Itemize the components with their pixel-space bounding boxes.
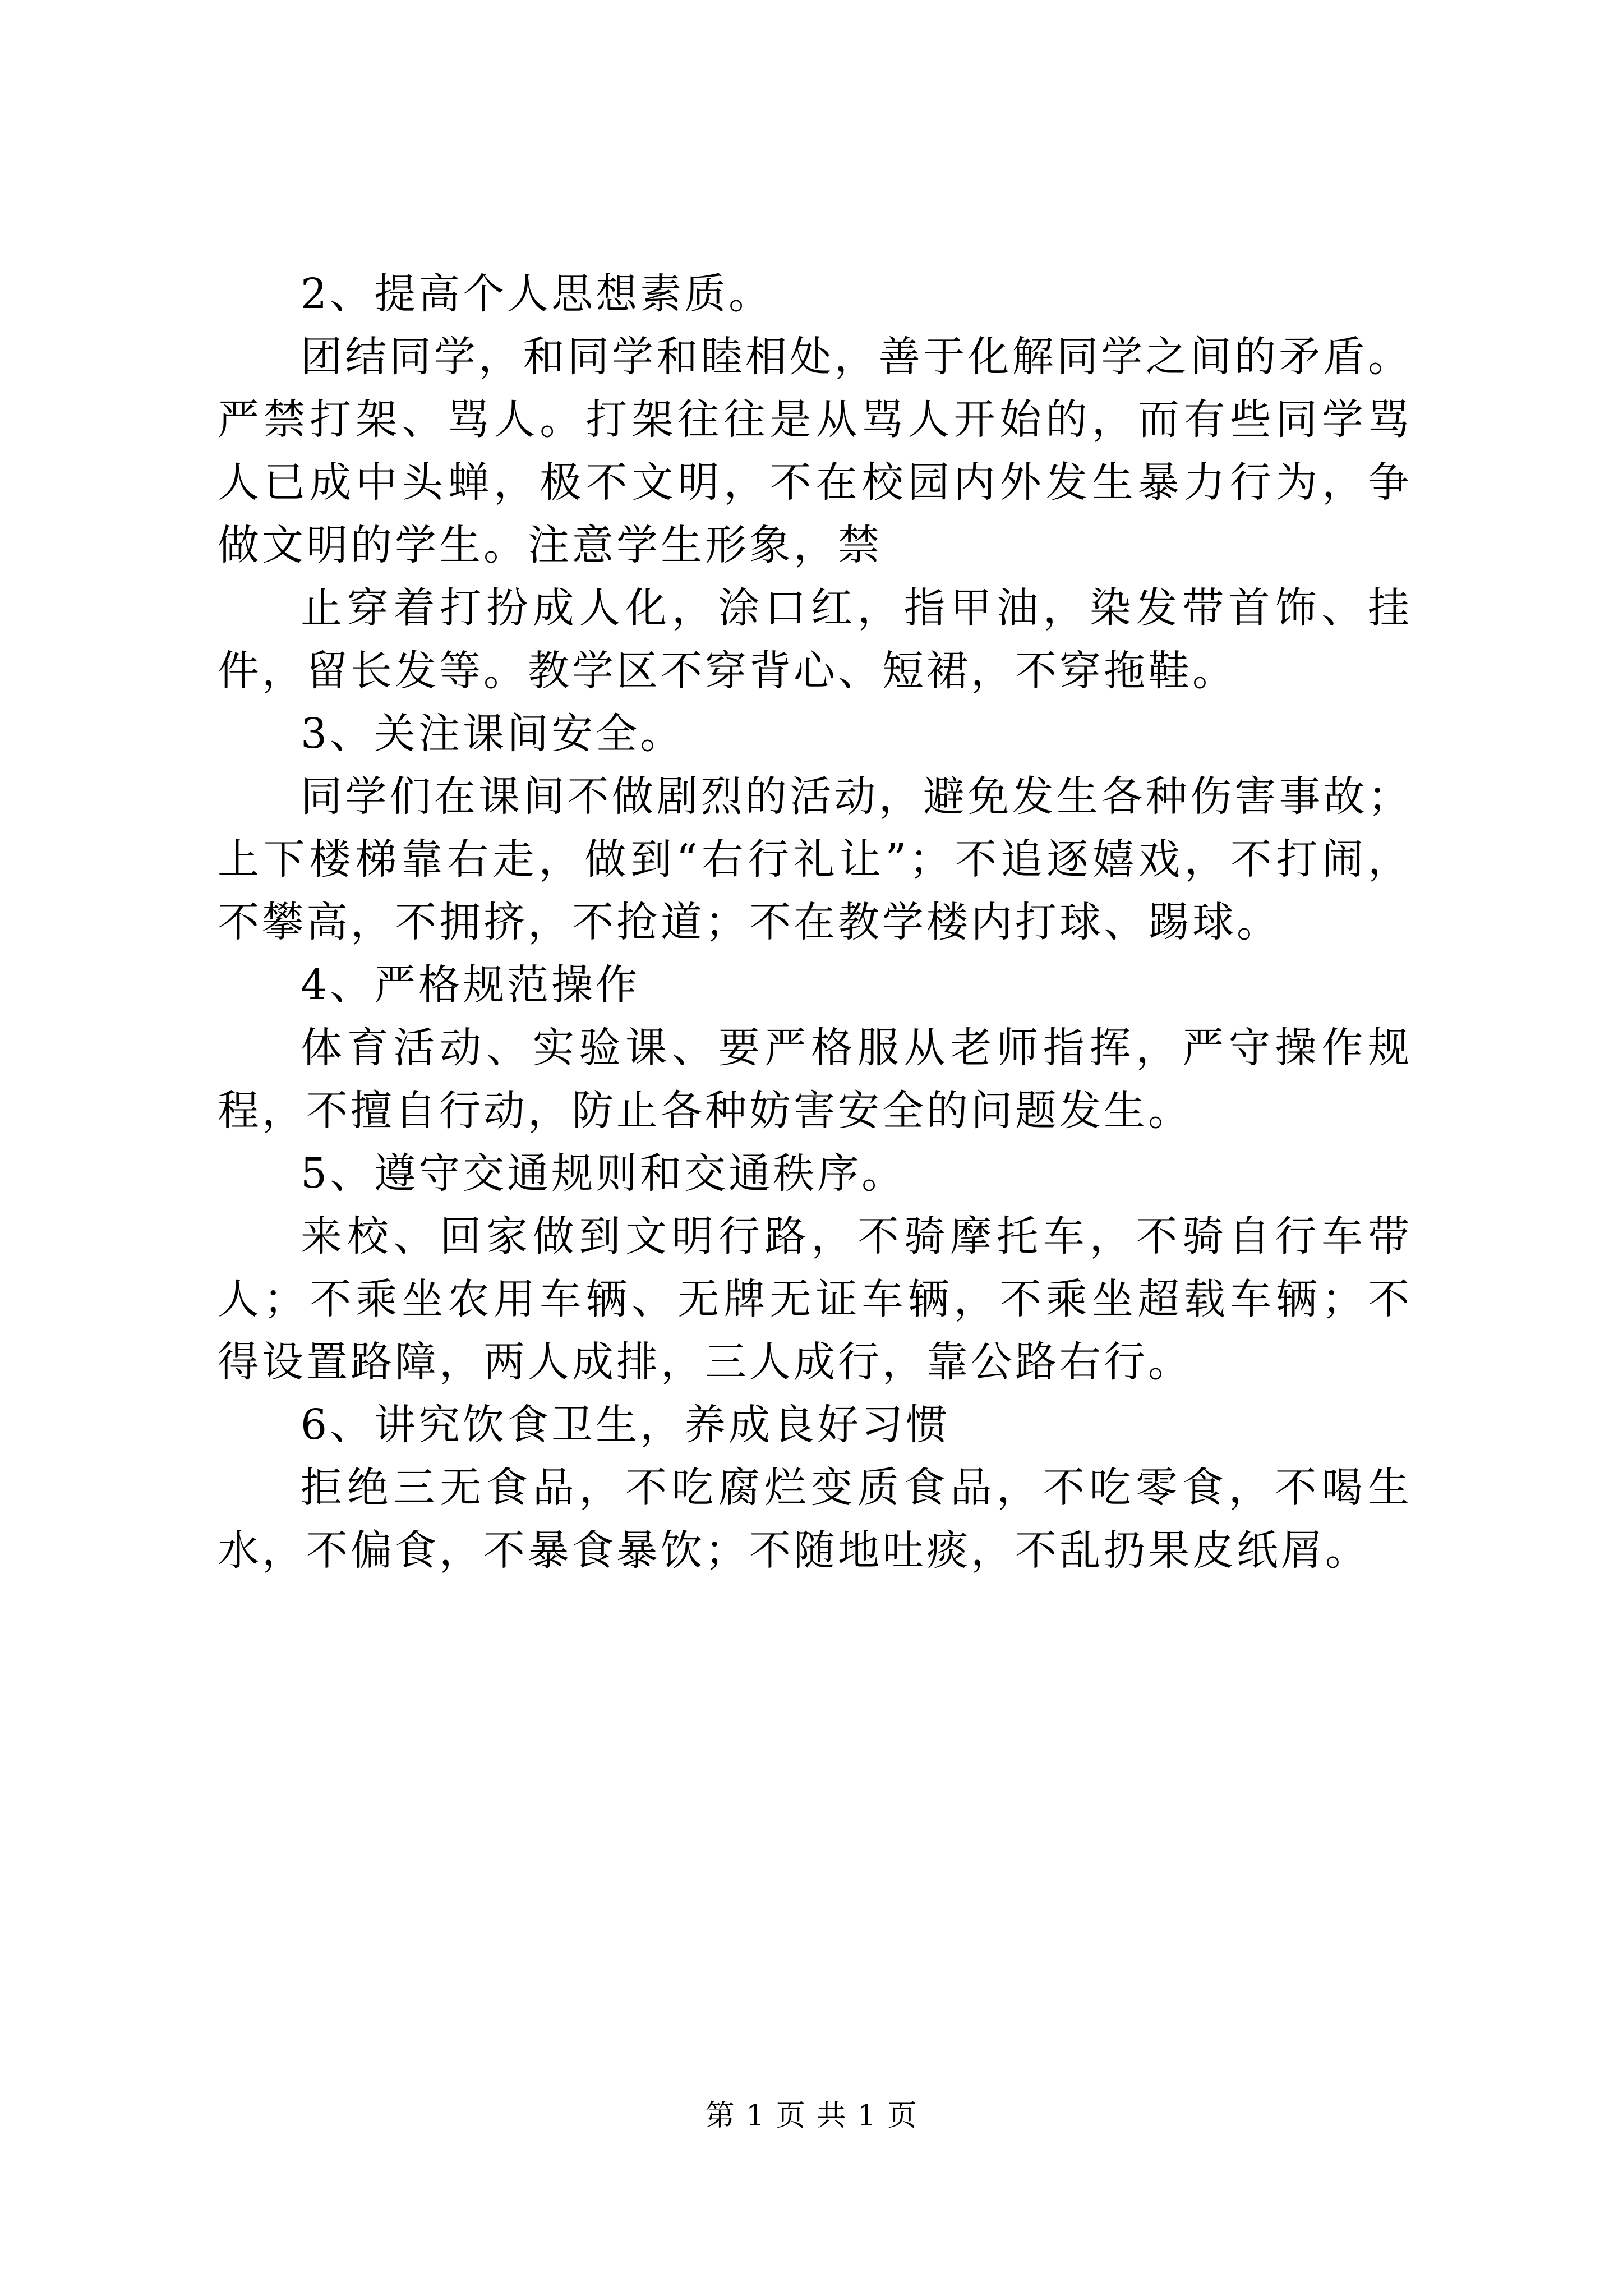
paragraph-appearance: 止穿着打扮成人化，涂口红，指甲油，染发带首饰、挂件，留长发等。教学区不穿背心、短裙，不穿拖鞋。	[218, 584, 1412, 695]
section-heading-3: 3、关注课间安全。	[301, 710, 685, 758]
paragraph-traffic: 来校、回家做到文明行路，不骑摩托车，不骑自行车带人；不乘坐农用车辆、无牌无证车辆，不乘坐超载车辆；不得设置路障，两人成排，三人成行，靠公路右行。	[218, 1212, 1412, 1386]
section-heading-6: 6、讲究饮食卫生，养成良好习惯	[301, 1401, 951, 1449]
document-body	[218, 263, 1412, 1582]
paragraph-unity: 团结同学，和同学和睦相处，善于化解同学之间的矛盾。严禁打架、骂人。打架往往是从骂人开始的，而有些同学骂人已成中头蝉，极不文明，不在校园内外发生暴力行为，争做文明的学生。注意学生形象，禁	[218, 333, 1412, 569]
paragraph-operations: 体育活动、实验课、要严格服从老师指挥，严守操作规程，不擅自行动，防止各种妨害安全的问题发生。	[218, 1024, 1412, 1135]
paragraph-food-hygiene: 拒绝三无食品，不吃腐烂变质食品，不吃零食，不喝生水，不偏食，不暴食暴饮；不随地吐痰，不乱扔果皮纸屑。	[218, 1464, 1412, 1575]
section-heading-2: 2、提高个人思想素质。	[301, 270, 773, 318]
section-heading-5: 5、遵守交通规则和交通秩序。	[301, 1149, 906, 1198]
section-heading-4: 4、严格规范操作	[301, 961, 640, 1009]
paragraph-break-safety: 同学们在课间不做剧烈的活动，避免发生各种伤害事故；上下楼梯靠右走，做到“右行礼让”；不追逐嬉戏，不打闹，不攀高，不拥挤，不抢道；不在教学楼内打球、踢球。	[218, 772, 1412, 946]
page-number-footer: 第 1 页 共 1 页	[705, 2099, 918, 2133]
